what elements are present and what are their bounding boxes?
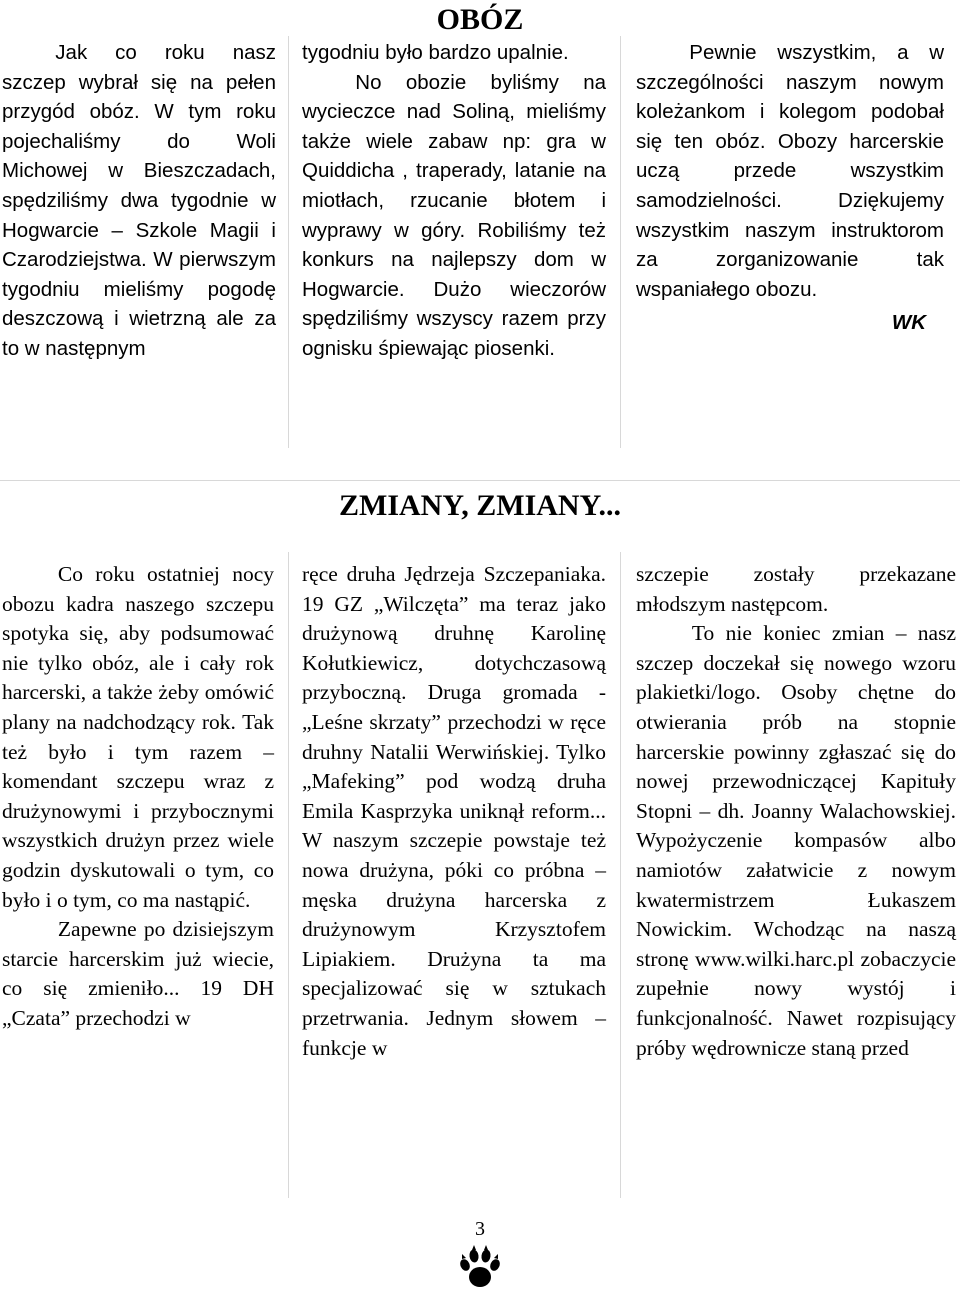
column-divider: [288, 552, 289, 1198]
zmiany-paragraph-3: ręce druha Jędrzeja Szczepaniaka. 19 GZ „Wilczęta” ma teraz jako drużynową druhnę Karolinę Kołutkiewicz, dotychczasową przyboczną. Druga gromada - „Leśne skrzaty” przechodzi w ręce druhny Natalii Werwińskiej. Tylko „Mafeking” pod wodzą druha Emila Kasprzyka uniknął reform... W naszym szczepie powstaje też nowa drużyna, póki co próbna – męska drużyna harcerska z drużynowym Krzysztofem Lipiakiem. Drużyna ta ma specjalizować się w sztukach przetrwania. Jednym słowem – funkcje w: [302, 562, 606, 1060]
oboz-paragraph-2: tygodniu było bardzo upalnie.: [302, 41, 569, 64]
oboz-paragraph-1: Jak co roku nasz szczep wybrał się na pełen przygód obóz. W tym roku pojechaliśmy do Woli Michowej w Bieszczadach, spędziliśmy dwa tygodnie w Hogwarcie – Szkole Magii i Czarodziejstwa. W pierwszym tygodniu mieliśmy pogodę deszczową i wietrzną ale za to w następnym: [2, 41, 276, 360]
section-divider: [0, 480, 960, 481]
column-divider: [288, 36, 289, 448]
zmiany-paragraph-5: To nie koniec zmian – nasz szczep doczekał się nowego wzoru plakietki/logo. Osoby chętne do otwierania prób na stopnie harcerskie powinny zgłaszać się do nowej przewodniczącej Kapituły Stopni – dh. Joanny Walachowskiej. Wypożyczenie kompasów albo namiotów załatwicie z nowym kwatermistrzem Łukaszem Nowickim. Wchodząc na naszą stronę www.wilki.harc.pl zobaczycie zupełnie nowy wystój i funkcjonalność. Nawet rozpisujący próby wędrownicze staną przed: [636, 621, 956, 1060]
zmiany-column-2: [302, 560, 606, 1063]
oboz-column-3: [636, 38, 944, 338]
oboz-column-1: [2, 38, 276, 364]
zmiany-column-1: [2, 560, 274, 1034]
section-title-oboz: OBÓZ: [436, 3, 524, 36]
zmiany-column-3: [636, 560, 956, 1063]
zmiany-paragraph-2: Zapewne po dzisiejszym starcie harcerskim już wiecie, co się zmieniło... 19 DH „Czata” przechodzi w: [2, 917, 274, 1030]
oboz-paragraph-3: No obozie byliśmy na wycieczce nad Soliną, mieliśmy także wiele zabaw np: gra w Quiddicha , traperady, latanie na miotłach, rzucanie błotem i wyprawy w góry. Robiliśmy też konkurs na najlepszy dom w Hogwarcie. Dużo wieczorów spędziliśmy wszyscy razem przy ognisku śpiewając piosenki.: [302, 70, 606, 360]
section-title-zmiany: ZMIANY, ZMIANY...: [339, 489, 621, 522]
page-number: 3: [475, 1218, 485, 1240]
paw-print-icon: [452, 1244, 508, 1292]
zmiany-paragraph-4: szczepie zostały przekazane młodszym następcom.: [636, 562, 956, 616]
oboz-column-2: [302, 38, 606, 364]
column-divider: [620, 36, 621, 448]
oboz-paragraph-4: Pewnie wszystkim, a w szczególności naszym nowym koleżankom i kolegom podobał się ten obóz. Obozy harcerskie uczą przede wszystkim samodzielności. Dziękujemy wszystkim naszym instruktorom za zorganizowanie tak wspaniałego obozu.: [636, 41, 944, 301]
author-signature: WK: [891, 311, 926, 335]
column-divider: [620, 552, 621, 1198]
zmiany-paragraph-1: Co roku ostatniej nocy obozu kadra naszego szczepu spotyka się, aby podsumować nie tylko obóz, ale i cały rok harcerski, a także żeby omówić plany na nadchodzący rok. Tak też było i tym razem – komendant szczepu wraz z drużynowymi i przybocznymi wszystkich drużyn przez wiele godzin dyskutowali o tym, co było i o tym, co ma nastąpić.: [2, 562, 274, 912]
